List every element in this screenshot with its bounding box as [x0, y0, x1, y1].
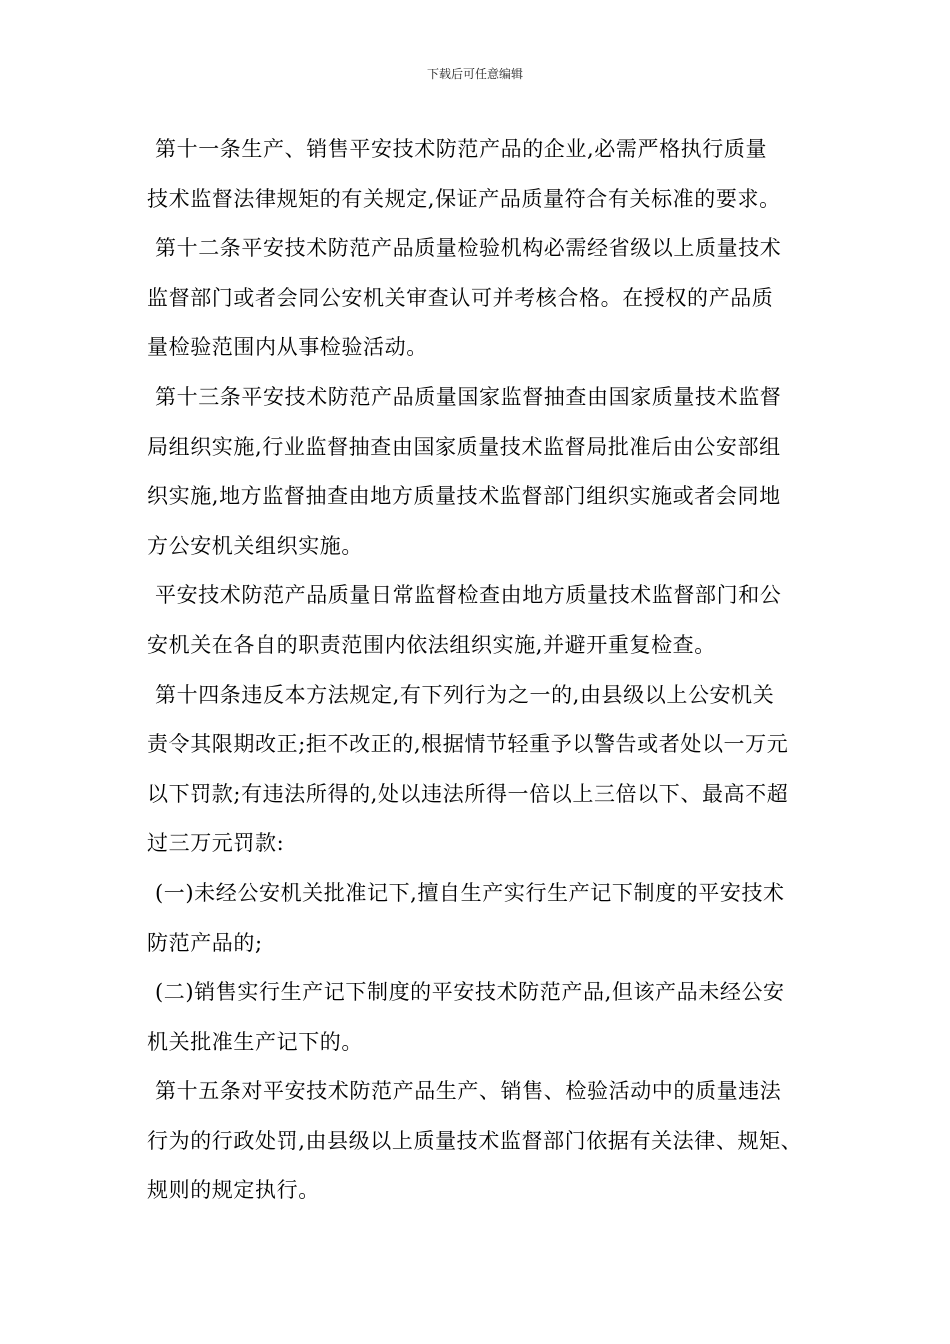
paragraph-line: 安机关在各自的职责范围内依法组织实施,并避开重复检查。	[147, 632, 716, 657]
paragraph-line: 第十一条生产、销售平安技术防范产品的企业,必需严格执行质量	[155, 137, 768, 161]
paragraph-line: 机关批准生产记下的。	[147, 1029, 363, 1054]
paragraph-line: 方公安机关组织实施。	[147, 533, 363, 558]
paragraph-line: 防范产品的;	[147, 930, 263, 955]
paragraph-line: 第十三条平安技术防范产品质量国家监督抽查由国家质量技术监督	[155, 384, 782, 409]
paragraph-line: 责令其限期改正;拒不改正的,根据情节轻重予以警告或者处以一万元	[147, 732, 789, 757]
paragraph-line: 过三万元罚款:	[147, 831, 285, 856]
document-body	[147, 125, 812, 1216]
paragraph-line: 平安技术防范产品质量日常监督检查由地方质量技术监督部门和公	[155, 583, 782, 608]
paragraph-line: 量检验范围内从事检验活动。	[147, 335, 428, 360]
paragraph-line: 行为的行政处罚,由县级以上质量技术监督部门依据有关法律、规矩、	[147, 1128, 803, 1153]
paragraph-line: 第十四条违反本方法规定,有下列行为之一的,由县级以上公安机关	[155, 682, 775, 707]
paragraph-line: 规则的规定执行。	[147, 1178, 320, 1203]
paragraph-line: 第十五条对平安技术防范产品生产、销售、检验活动中的质量违法	[155, 1079, 782, 1104]
paragraph-line: 织实施,地方监督抽查由地方质量技术监督部门组织实施或者会同地	[147, 484, 781, 509]
page-header: 下载后可任意编辑	[426, 67, 523, 81]
paragraph-line: 以下罚款;有违法所得的,处以违法所得一倍以上三倍以下、最高不超	[147, 781, 789, 806]
paragraph-line: 第十二条平安技术防范产品质量检验机构必需经省级以上质量技术	[155, 236, 782, 261]
paragraph-line: (一)未经公安机关批准记下,擅自生产实行生产记下制度的平安技术	[155, 880, 785, 905]
paragraph-line: 监督部门或者会同公安机关审查认可并考核合格。在授权的产品质	[147, 285, 774, 310]
paragraph-line: 局组织实施,行业监督抽查由国家质量技术监督局批准后由公安部组	[147, 434, 781, 459]
paragraph-line: 技术监督法律规矩的有关规定,保证产品质量符合有关标准的要求。	[147, 186, 781, 211]
paragraph-line: (二)销售实行生产记下制度的平安技术防范产品,但该产品未经公安	[155, 980, 785, 1005]
